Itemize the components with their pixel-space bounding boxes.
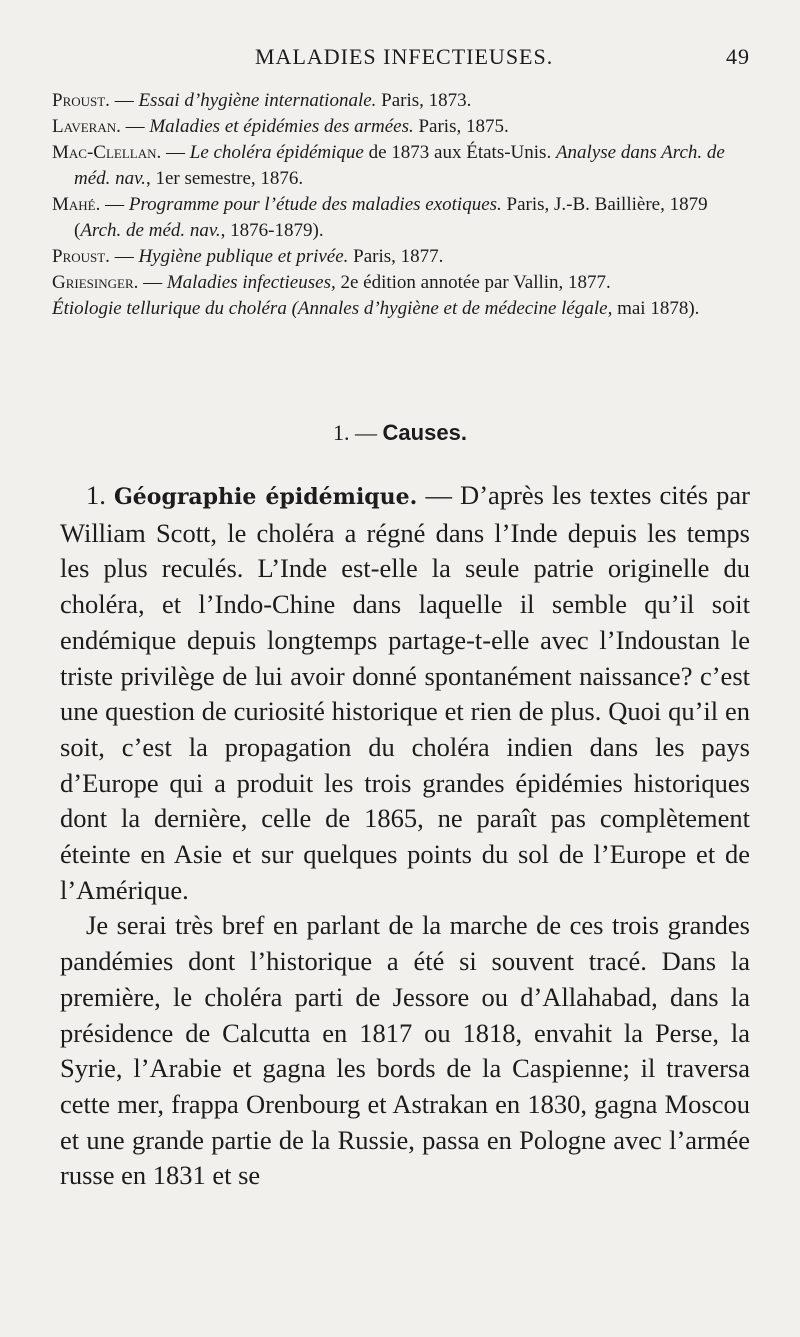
reference-rest-secondary: , 1876-1879). bbox=[220, 220, 324, 241]
reference-title: Hygiène publique et privée. bbox=[138, 246, 349, 267]
subsection-heading: Géographie épidémique. bbox=[113, 484, 418, 510]
reference-author: Mac-Clellan. bbox=[52, 142, 162, 163]
reference-title: Maladies et épidémies des armées. bbox=[149, 116, 414, 137]
reference-separator: — bbox=[161, 142, 190, 163]
body-text bbox=[60, 478, 750, 1194]
section-number: 1. bbox=[333, 420, 350, 445]
page-header bbox=[60, 44, 750, 78]
reference-title: Maladies infectieuses, bbox=[166, 272, 336, 293]
reference-separator: — bbox=[109, 90, 139, 111]
reference-entry bbox=[52, 192, 754, 244]
reference-rest: 2e édition annotée par Vallin, 1877. bbox=[335, 272, 611, 293]
reference-title: Essai d’hygiène internationale. bbox=[138, 90, 377, 111]
reference-entry bbox=[52, 296, 754, 322]
reference-rest: mai 1878). bbox=[612, 298, 700, 319]
reference-title: Le choléra épidémique bbox=[189, 142, 364, 163]
reference-rest-secondary: , 1er semestre, 1876. bbox=[145, 168, 304, 189]
reference-title: Programme pour l’étude des maladies exotiques. bbox=[128, 194, 502, 215]
bibliography bbox=[52, 88, 754, 322]
reference-rest: Paris, J.-B. Baillière, 1879 ( bbox=[74, 194, 708, 241]
paragraph-text: Je serai très bref en parlant de la marche de ces trois grandes pandémies dont l’historique a été si souvent tracé. Dans la première, le choléra parti de Jessore ou d’Allahabad, dans la présidence de Calcutta en 1817 ou 1818, envahit la Perse, la Syrie, l’Arabie et gagna les bords de la Caspienne; il traversa cette mer, frappa Orenbourg et Astrakan en 1830, gagna Moscou et une grande partie de la Russie, passa en Pologne avec l’armée russe en 1831 et se bbox=[60, 910, 750, 1191]
reference-separator: — bbox=[120, 116, 150, 137]
reference-rest: de 1873 aux États-Unis. bbox=[363, 142, 556, 163]
page-number: 49 bbox=[726, 44, 750, 69]
reference-title-secondary: Arch. de méd. nav. bbox=[80, 220, 221, 241]
paragraph-text: — D’après les textes cités par William Scott, le choléra a régné dans l’Inde depuis les temps les plus reculés. L’Inde est-elle la seule patrie originelle du choléra, et l’Indo-Chine dans laquelle il semble qu’il soit endémique depuis longtemps partage-t-elle avec l’Indoustan le triste privilège de lui avoir donné spontanément naissance? c’est une question de curiosité historique et rien de plus. Quoi qu’il en soit, c’est la propagation du choléra indien dans les pays d’Europe qui a produit les trois grandes épidémies historiques dont la dernière, celle de 1865, ne paraît pas complètement éteinte en Asie et sur quelques points du sol de l’Europe et de l’Amérique. bbox=[60, 480, 750, 905]
reference-entry bbox=[52, 88, 754, 114]
reference-rest: Paris, 1875. bbox=[413, 116, 509, 137]
reference-rest: Paris, 1877. bbox=[348, 246, 444, 267]
reference-author: Proust. bbox=[52, 90, 110, 111]
reference-author: Laveran. bbox=[52, 116, 121, 137]
reference-author: Proust. bbox=[52, 246, 110, 267]
subsection-number: 1. bbox=[86, 480, 114, 510]
reference-rest: Paris, 1873. bbox=[376, 90, 472, 111]
reference-entry bbox=[52, 114, 754, 140]
running-title: MALADIES INFECTIEUSES. bbox=[255, 44, 554, 69]
reference-title: Étiologie tellurique du choléra (Annales d’hygiène et de médecine légale, bbox=[52, 298, 613, 319]
reference-title-secondary: Analyse dans Arch. de méd. nav. bbox=[74, 142, 725, 189]
paragraph bbox=[60, 908, 750, 1194]
section-title: Causes. bbox=[382, 420, 467, 445]
reference-separator: — bbox=[100, 194, 129, 215]
reference-separator: — bbox=[138, 272, 167, 293]
section-heading bbox=[0, 420, 800, 446]
reference-entry bbox=[52, 140, 754, 192]
reference-author: Mahé. bbox=[52, 194, 101, 215]
reference-separator: — bbox=[109, 246, 139, 267]
reference-author: Griesinger. bbox=[52, 272, 139, 293]
reference-entry bbox=[52, 244, 754, 270]
section-dash: — bbox=[349, 420, 383, 445]
reference-entry bbox=[52, 270, 754, 296]
paragraph bbox=[60, 478, 750, 908]
